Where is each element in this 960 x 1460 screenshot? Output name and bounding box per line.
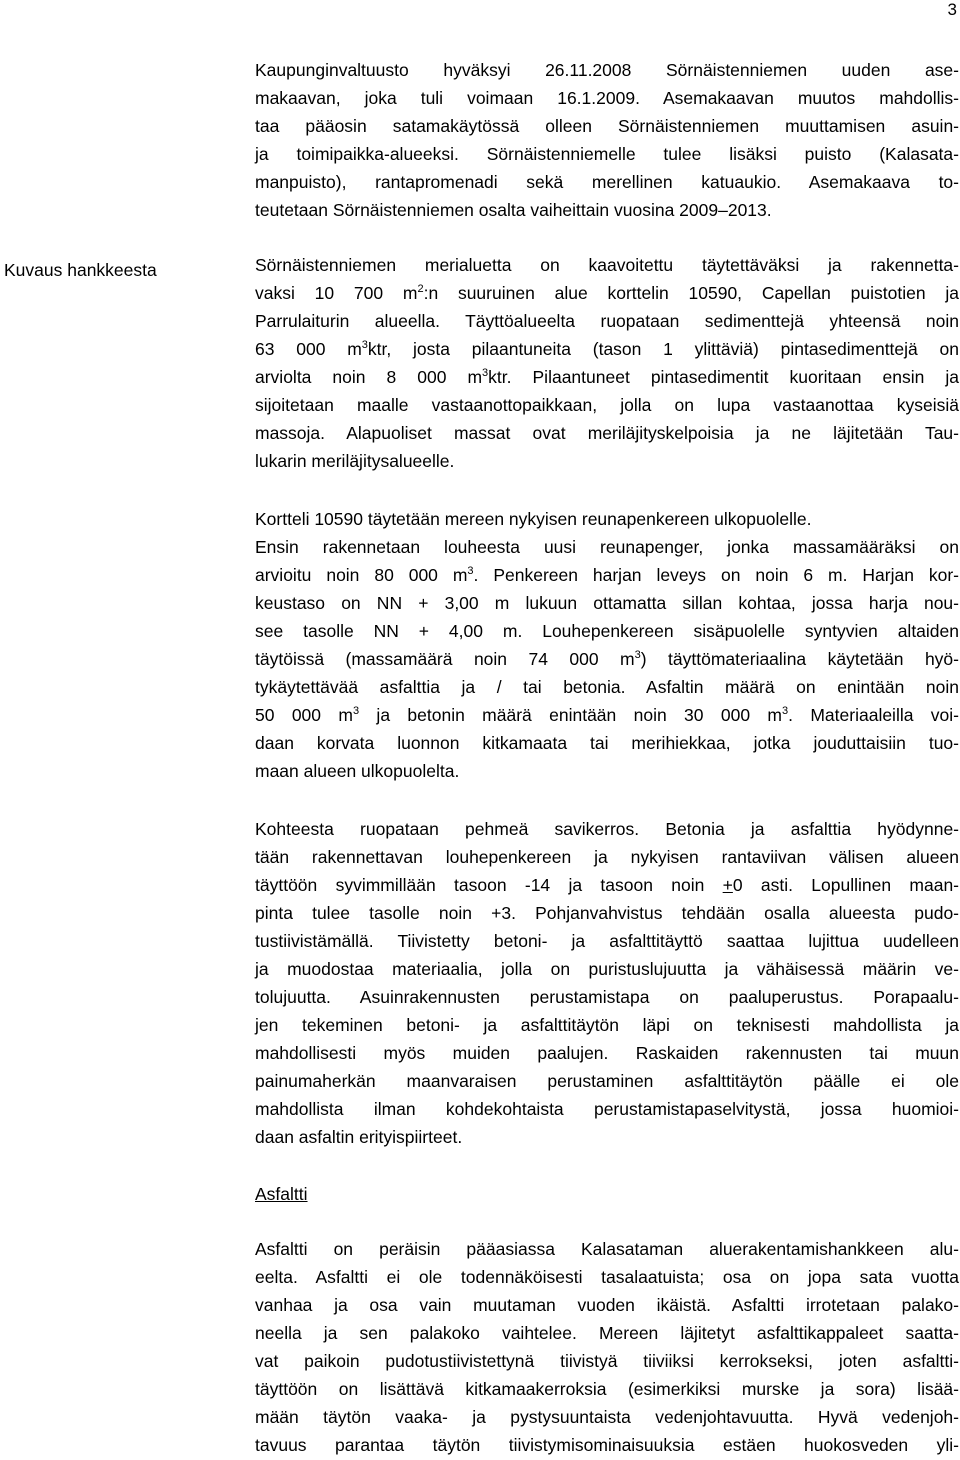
text-line: Kohteesta ruopataan pehmeä savikerros. Betonia ja asfalttia hyödynne-: [255, 819, 959, 839]
text-line: Parrulaiturin alueella. Täyttöalueelta ruopataan sedimenttejä yhteensä noin: [255, 311, 959, 331]
block-10590-paragraph: [255, 505, 959, 785]
text-line: eelta. Asfaltti ei ole todennäköisesti tasalaatuista; osa on jopa sata vuotta: [255, 1267, 959, 1287]
text-line: keustaso on NN + 3,00 m lukuun ottamatta sillan kohtaa, jossa harja nou-: [255, 593, 959, 613]
text-line: tustiivistämällä. Tiivistetty betoni- ja asfalttitäyttö saattaa lujittua uudelleen: [255, 931, 959, 951]
text-line: daan korvata luonnon kitkamaata tai merihiekkaa, jotka jouduttaisiin tuo-: [255, 733, 959, 753]
text-line: 63 000 $m^3ktr$, josta pilaantuneita (tason 1 ylittäviä) pintasedimenttejä on: [255, 339, 959, 359]
text-line: ja muodostaa materiaalia, jolla on puristuslujuutta ja vähäisessä määrin ve-: [255, 959, 959, 979]
text-line: arvioitu noin 80 000 $m^3$. Penkereen harjan leveys on noin 6 m. Harjan kor-: [255, 565, 959, 585]
text-line: vanhaa ja osa vain muutaman vuoden ikäistä. Asfaltti irrotetaan palako-: [255, 1295, 959, 1315]
text-line: manpuisto), rantapromenadi sekä merellinen katuaukio. Asemakaava to-: [255, 172, 959, 192]
project-description-paragraph: [255, 251, 959, 475]
text-line: täyttöön on lisättävä kitkamaakerroksia (esimerkiksi murske ja sora) lisää-: [255, 1379, 959, 1399]
page-number: 3: [947, 0, 957, 19]
text-line: painumaherkän maanvaraisen perustaminen asfalttitäytön päälle ei ole: [255, 1071, 959, 1091]
text-line: pinta tulee tasolle noin +3. Pohjanvahvistus tehdään osalla alueesta pudo-: [255, 903, 959, 923]
text-line: ja toimipaikka-alueeksi. Sörnäistenniemelle tulee lisäksi puisto (Kalasata-: [255, 144, 959, 164]
intro-paragraph: [255, 56, 959, 224]
text-line: massoja. Alapuoliset massat ovat meriläjityskelpoisia ja ne läjitetään Tau-: [255, 423, 959, 443]
asphalt-heading: Asfaltti: [255, 1184, 308, 1204]
text-line: lukarin meriläjitysalueelle.: [255, 451, 455, 471]
text-line: 50 000 $m^3$ ja betonin määrä enintään noin 30 000 $m^3$. Materiaaleilla voi-: [255, 705, 960, 725]
text-line: neella ja sen palakoko vaihtelee. Mereen läjitetyt asfalttikappaleet saatta-: [255, 1323, 959, 1343]
ground-works-paragraph: [255, 815, 959, 1151]
text-line: Asfaltti on peräisin pääasiassa Kalasataman aluerakentamishankkeen alu-: [255, 1239, 959, 1259]
text-line: tolujuutta. Asuinrakennusten perustamistapa on paaluperustus. Porapaalu-: [255, 987, 959, 1007]
text-line: mään täytön vaaka- ja pystysuuntaista vedenjohtavuutta. Hyvä vedenjoh-: [255, 1407, 959, 1427]
text-line: vaksi 10 700 $m^2:n$ suuruinen alue korttelin 10590, Capellan puistotien ja: [255, 283, 959, 303]
text-line: Kortteli 10590 täytetään mereen nykyisen reunapenkereen ulkopuolelle.: [255, 509, 812, 529]
text-line: mahdollisesti myös muiden paalujen. Raskaiden rakennusten tai muun: [255, 1043, 959, 1063]
text-line: tykäytettävää asfalttia ja / tai betonia. Asfaltin määrä on enintään noin: [255, 677, 959, 697]
text-line: täytöissä (massamäärä noin 74 000 $m^3$) täyttömateriaalina käytetään hyö-: [255, 649, 959, 669]
text-line: Ensin rakennetaan louheesta uusi reunapenger, jonka massamääräksi on: [255, 537, 959, 557]
text-line: maan alueen ulkopuolelta.: [255, 761, 460, 781]
text-line: teutetaan Sörnäistenniemen osalta vaiheittain vuosina 2009–2013.: [255, 200, 772, 220]
text-line: tavuus parantaa täytön tiivistymisominaisuuksia estäen huokosveden yli-: [255, 1435, 959, 1455]
text-line: vat paikoin pudotustiivistettynä tiivistyä tiiviiksi kerrokseksi, joten asfaltti-: [255, 1351, 959, 1371]
text-line: makaavan, joka tuli voimaan 16.1.2009. Asemakaavan muutos mahdollis-: [255, 88, 959, 108]
text-line: see tasolle NN + 4,00 m. Louhepenkereen sisäpuolelle syntyvien altaiden: [255, 621, 959, 641]
text-line: tään rakennettavan louhepenkereen ja nykyisen rantaviivan välisen alueen: [255, 847, 959, 867]
asphalt-heading-block: [255, 1180, 959, 1208]
text-line: arviolta noin 8 000 $m^3ktr$. Pilaantuneet pintasedimentit kuoritaan ensin ja: [255, 367, 959, 387]
text-line: Kaupunginvaltuusto hyväksyi 26.11.2008 Sörnäistenniemen uuden ase-: [255, 60, 959, 80]
text-line: daan asfaltin erityispiirteet.: [255, 1127, 463, 1147]
text-line: mahdollista ilman kohdekohtaista perustamistapaselvitystä, jossa huomioi-: [255, 1099, 959, 1119]
text-line: täyttöön syvimmillään tasoon -14 ja tasoon noin +0 asti. Lopullinen maan-: [255, 875, 960, 895]
text-line: jen tekeminen betoni- ja asfalttitäytön läpi on teknisesti mahdollista ja: [255, 1015, 959, 1035]
text-line: Sörnäistenniemen merialuetta on kaavoitettu täytettäväksi ja rakennetta-: [255, 255, 959, 275]
text-line: sijoitetaan maalle vastaanottopaikkaan, jolla on lupa vastaanottaa kyseisiä: [255, 395, 959, 415]
asphalt-paragraph: [255, 1235, 959, 1459]
section-heading-project-description: Kuvaus hankkeesta: [4, 260, 157, 280]
text-line: taa pääosin satamakäytössä olleen Sörnäistenniemen muuttamisen asuin-: [255, 116, 959, 136]
